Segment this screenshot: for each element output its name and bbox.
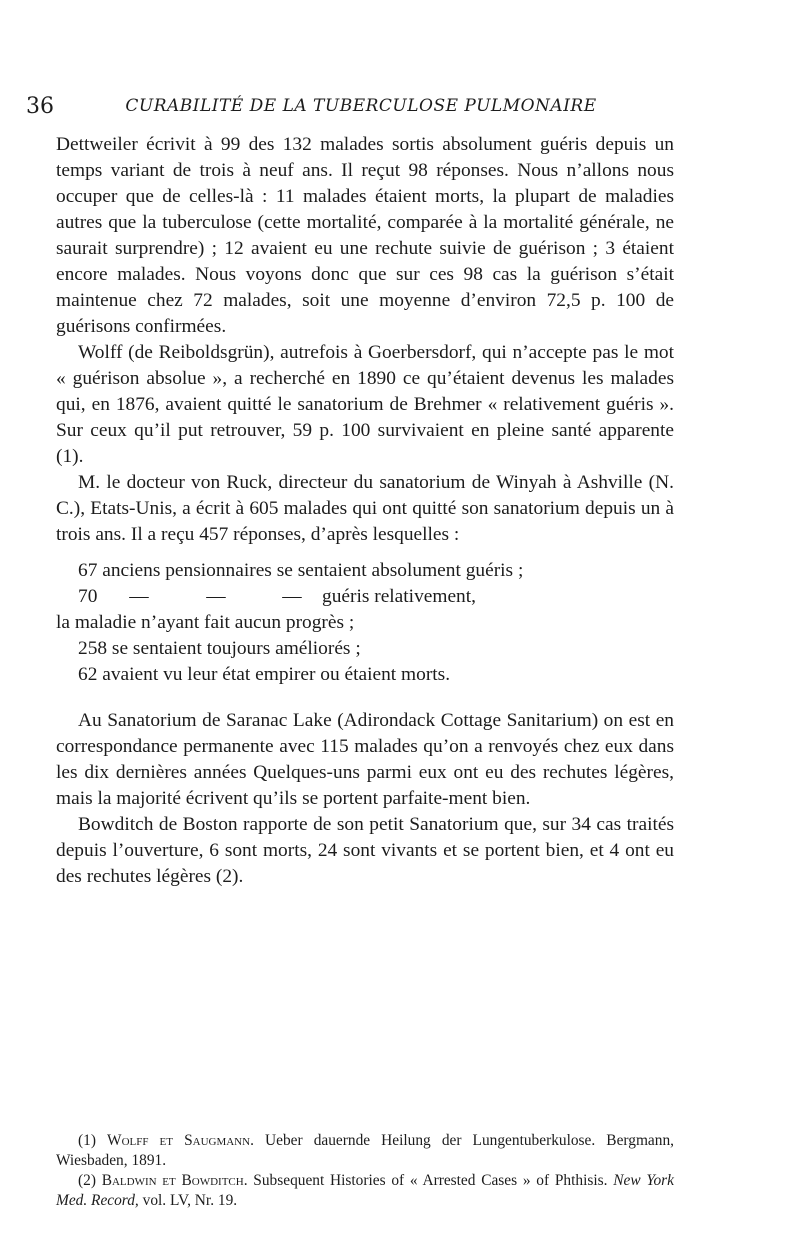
list-item	[56, 558, 674, 584]
list-item-text: la maladie n’ayant fait aucun progrès ;	[56, 612, 355, 633]
list-item	[56, 610, 674, 636]
ditto-dash: —	[129, 586, 149, 607]
list-item-text: 258 se sentaient toujours améliorés ;	[78, 638, 361, 659]
footnotes	[56, 1131, 674, 1211]
footnote-marker: (1)	[78, 1132, 96, 1149]
footnote-text: Subsequent Histories of « Arrested Cases » of Phthisis.	[253, 1172, 608, 1189]
footnote-author: Baldwin et Bowditch.	[101, 1172, 248, 1189]
paragraph-wolff: Wolff (de Reiboldsgrün), autrefois à Goerbersdorf, qui n’accepte pas le mot « guérison absolue », a recherché en 1890 ce qu’étaient devenus les malades qui, en 1876, avaient quitté le sanatorium de Brehmer « relativement guéris ». Sur ceux qu’il put retrouver, 59 p. 100 survivaient en pleine santé apparente (1).	[56, 342, 674, 467]
page-header	[26, 94, 696, 124]
results-list	[56, 558, 674, 688]
paragraph-bowditch: Bowditch de Boston rapporte de son petit Sanatorium que, sur 34 cas traités depuis l’ouverture, 6 sont morts, 24 sont vivants et se portent bien, et 4 ont eu des rechutes légères (2).	[56, 814, 674, 887]
list-item-number: 70	[78, 586, 98, 607]
list-item-text: 67 anciens pensionnaires se sentaient absolument guéris ;	[78, 560, 524, 581]
paragraph-dettweiler: Dettweiler écrivit à 99 des 132 malades sortis absolument guéris depuis un temps variant de trois à neuf ans. Il reçut 98 réponses. Nous n’allons nous occuper que de celles-là : 11 malades étaient morts, la plupart de maladies autres que la tuberculose (cette mortalité, comparée à la mortalité générale, ne saurait surprendre) ; 12 avaient eu une rechute suivie de guérison ; 3 étaient encore malades. Nous voyons donc que sur ces 98 cas la guérison s’était maintenue chez 72 malades, soit une moyenne d’environ 72,5 p. 100 de guérisons confirmées.	[56, 134, 674, 337]
running-head: CURABILITÉ DE LA TUBERCULOSE PULMONAIRE	[125, 96, 597, 116]
footnote-2	[56, 1171, 674, 1211]
ditto-dash: —	[282, 586, 302, 607]
ditto-dash: —	[206, 586, 226, 607]
footnote-journal: New York Med. Record,	[56, 1172, 674, 1209]
body-text	[56, 132, 674, 890]
footnote-author: Wolff et Saugmann.	[107, 1132, 254, 1149]
paragraph-saranac-lake: Au Sanatorium de Saranac Lake (Adirondack Cottage Sanitarium) on est en correspondance permanente avec 115 malades qu’on a renvoyés chez eux dans les dix dernières années Quelques-uns parmi eux ont eu des rechutes légères, mais la majorité écrivent qu’ils se portent parfaite-ment bien.	[56, 710, 674, 809]
footnote-marker: (2)	[78, 1172, 96, 1189]
footnote-text: vol. LV, Nr. 19.	[142, 1192, 238, 1209]
list-item	[56, 662, 674, 688]
footnote-text: Ueber dauernde Heilung der Lungentuberkulose. Bergmann, Wiesbaden, 1891.	[56, 1132, 674, 1169]
footnote-1	[56, 1131, 674, 1171]
list-item	[56, 584, 674, 610]
list-item	[56, 636, 674, 662]
list-item-text: guéris relativement,	[322, 586, 476, 607]
paragraph-von-ruck: M. le docteur von Ruck, directeur du sanatorium de Winyah à Ashville (N. C.), Etats-Unis, a écrit à 605 malades qui ont quitté son sanatorium depuis un à trois ans. Il a reçu 457 réponses, d’après lesquelles :	[56, 472, 674, 545]
page-number: 36	[26, 94, 54, 119]
list-item-text: 62 avaient vu leur état empirer ou étaient morts.	[78, 664, 451, 685]
spacer	[56, 698, 674, 708]
